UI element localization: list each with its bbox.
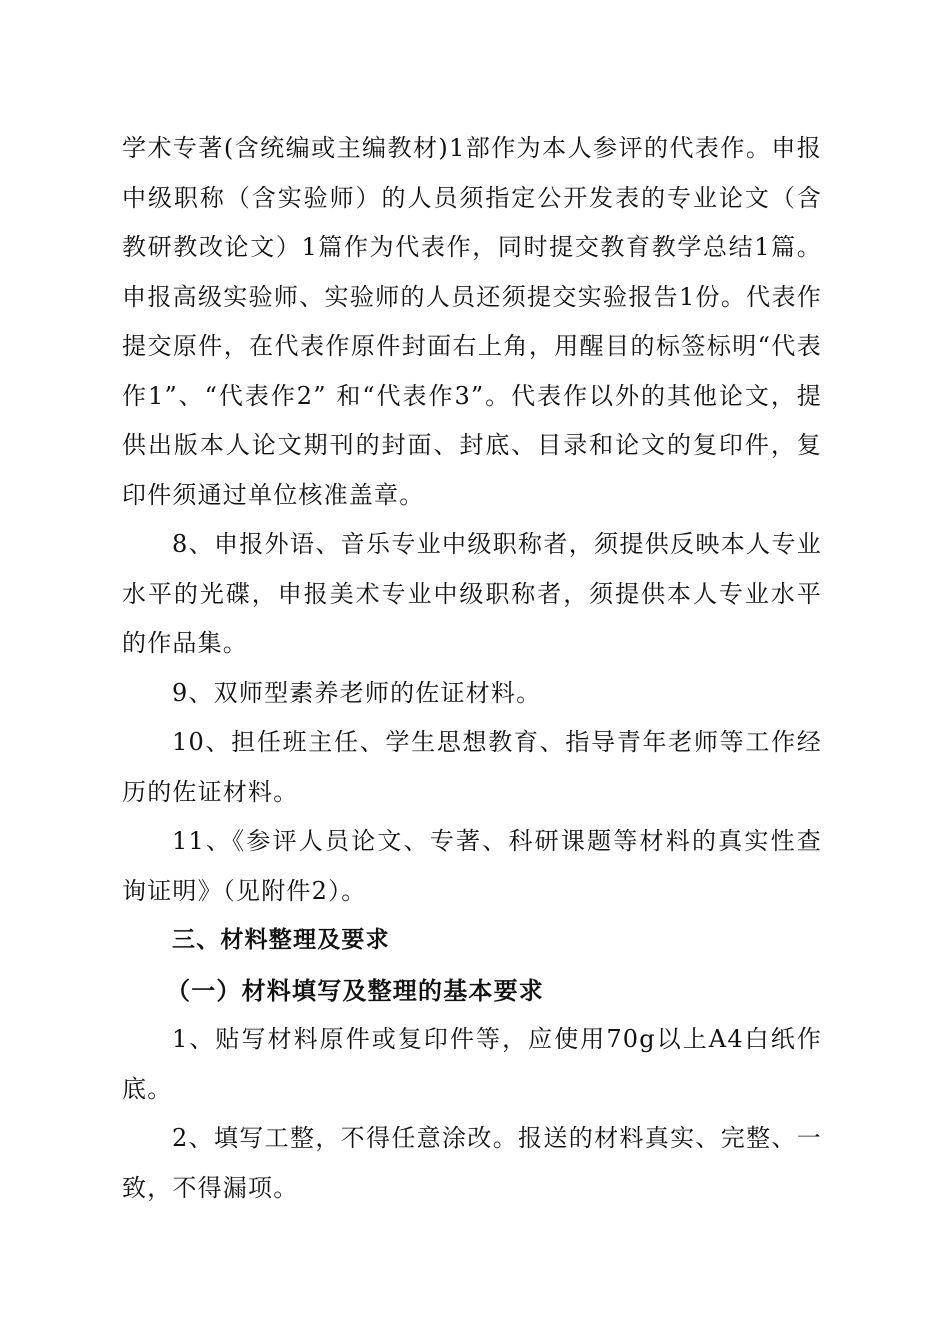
section-heading: 三、材料整理及要求 [172, 927, 390, 953]
subsection-heading: （一）材料填写及整理的基本要求 [166, 975, 544, 1005]
paragraph-item-10: 10、担任班主任、学生思想教育、指导青年老师等工作经历的佐证材料。 [122, 728, 822, 806]
requirement-item-2: 2、填写工整，不得任意涂改。报送的材料真实、完整、一致，不得漏项。 [122, 1124, 822, 1202]
document-page [122, 124, 822, 1213]
paragraph-item-8: 8、申报外语、音乐专业中级职称者，须提供反映本人专业水平的光碟，申报美术专业中级职称者，须提供本人专业水平的作品集。 [122, 530, 822, 657]
paragraph-representative-works: 学术专著(含统编或主编教材)1部作为本人参评的代表作。申报中级职称（含实验师）的人员须指定公开发表的专业论文（含教研教改论文）1篇作为代表作，同时提交教育教学总结1篇。申报高级实验师、实验师的人员还须提交实验报告1份。代表作提交原件，在代表作原件封面右上角，用醒目的标签标明“代表作1”、“代表作2” 和“代表作3”。代表作以外的其他论文，提供出版本人论文期刊的封面、封底、目录和论文的复印件，复印件须通过单位核准盖章。 [122, 134, 822, 509]
paragraph-item-11: 11、《参评人员论文、专著、科研课题等材料的真实性查询证明》（见附件2）。 [122, 827, 822, 905]
requirement-item-1: 1、贴写材料原件或复印件等，应使用70g以上A4白纸作底。 [122, 1025, 822, 1103]
paragraph-item-9: 9、双师型素养老师的佐证材料。 [172, 678, 542, 707]
